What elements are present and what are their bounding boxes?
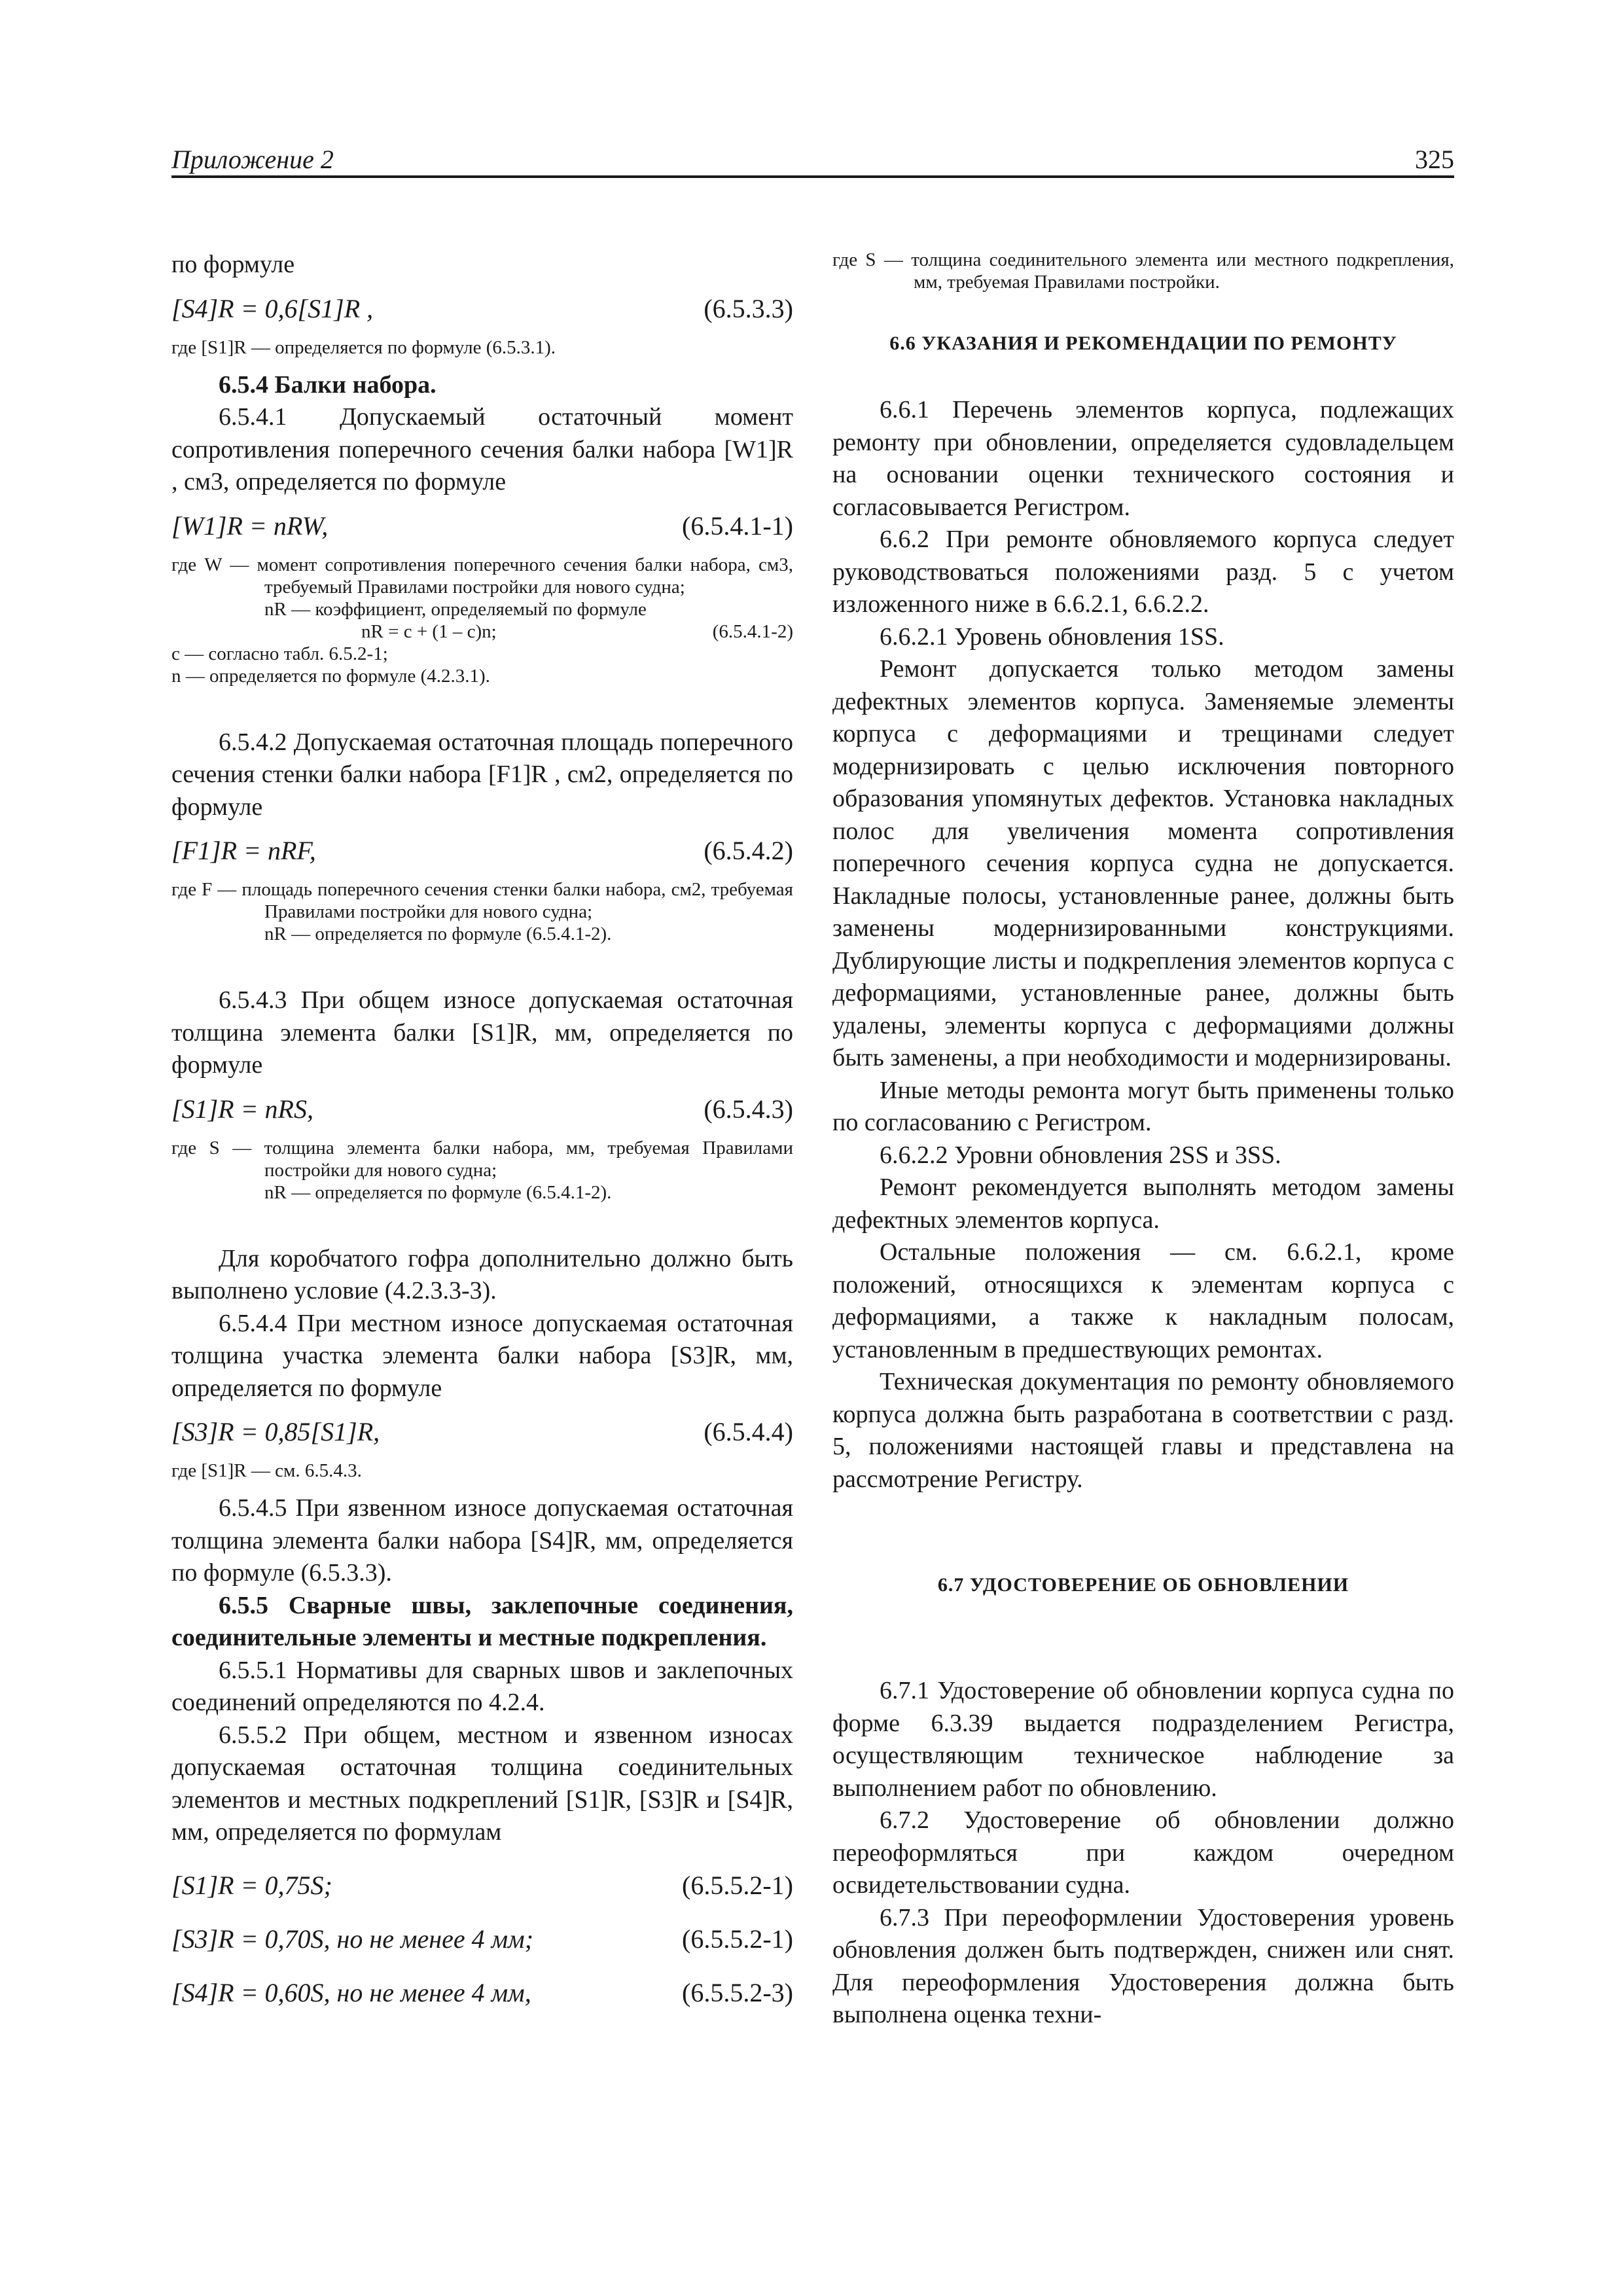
- paragraph-6-5-5-1: 6.5.5.1 Нормативы для сварных швов и заклепочных соединений определяются по 4.2.4.: [171, 1656, 793, 1716]
- paragraph-6-5-4-2: 6.5.4.2 Допускаемая остаточная площадь поперечного сечения стенки балки набора [F1]R , см2, определяется по формуле: [171, 728, 793, 821]
- formula-expression: [S1]R = nRS,: [171, 1094, 313, 1124]
- section-heading-6-5-5: 6.5.5 Сварные швы, заклепочные соединения, соединительные элементы и местные подкрепления.: [171, 1591, 793, 1651]
- paragraph-6-6-2: 6.6.2 При ремонте обновляемого корпуса следует руководствоваться положениями разд. 5 с учетом изложенного ниже в 6.6.2.1, 6.6.2.2.: [832, 526, 1454, 618]
- paragraph: по формуле: [171, 251, 295, 278]
- paragraph: Иные методы ремонта могут быть применены только по согласованию с Регистром.: [832, 1076, 1454, 1136]
- formula-6-5-3-3: [171, 292, 793, 326]
- header-rule: [171, 175, 1454, 178]
- section-heading-6-5-4: 6.5.4 Балки набора.: [219, 370, 437, 399]
- formula-expression: nR = c + (1 – c)n;: [361, 620, 497, 642]
- formula-note: где F — площадь поперечного сечения стенки балки набора, см2, требуемая Правилами постройки для нового судна;: [171, 879, 793, 922]
- section-heading-6-6: 6.6 УКАЗАНИЯ И РЕКОМЕНДАЦИИ ПО РЕМОНТУ: [889, 332, 1397, 354]
- page-number: 325: [1415, 145, 1454, 174]
- formula-note: где [S1]R — определяется по формуле (6.5.3.1).: [171, 336, 556, 358]
- formula-number: (6.5.4.3): [704, 1094, 793, 1124]
- formula-expression: [F1]R = nRF,: [171, 836, 316, 865]
- formula-number: (6.5.3.3): [704, 293, 793, 323]
- paragraph-6-7-1: 6.7.1 Удостоверение об обновлении корпуса судна по форме 6.3.39 выдается подразделением Регистра, осуществляющим техническое наблюдение за выполнением работ по обновлению.: [832, 1677, 1454, 1802]
- formula-expression: [S3]R = 0,70S, но не менее 4 мм;: [171, 1924, 534, 1954]
- formula-note: nR — определяется по формуле (6.5.4.1-2).: [264, 1181, 612, 1203]
- formula-note-inline: [171, 620, 793, 643]
- paragraph-6-6-2-2: 6.6.2.2 Уровни обновления 2SS и 3SS.: [880, 1141, 1281, 1169]
- paragraph-6-5-4-4: 6.5.4.4 При местном износе допускаемая остаточная толщина участка элемента балки набора [S3]R, мм, определяется по формуле: [171, 1309, 793, 1402]
- paragraph: Остальные положения — см. 6.6.2.1, кроме положений, относящихся к элементам корпуса с деформациями, а также к накладным полосам, установленным в предшествующих ремонтах.: [832, 1238, 1454, 1363]
- paragraph-6-5-4-1: 6.5.4.1 Допускаемый остаточный момент сопротивления поперечного сечения балки набора [W1]R , см3, определяется по формуле: [171, 403, 793, 495]
- paragraph: Техническая документация по ремонту обновляемого корпуса должна быть разработана в соответствии с разд. 5, положениями настоящей главы и представлена на рассмотрение Регистру.: [832, 1368, 1454, 1493]
- formula-note: где S — толщина элемента балки набора, мм, требуемая Правилами постройки для нового судна;: [171, 1137, 793, 1181]
- formula-number: (6.5.5.2-1): [682, 1924, 793, 1954]
- formula-number: (6.5.4.4): [704, 1417, 793, 1446]
- formula-number: (6.5.5.2-3): [682, 1977, 793, 2007]
- paragraph-6-6-1: 6.6.1 Перечень элементов корпуса, подлежащих ремонту при обновлении, определяется судовладельцем на основании оценки технического состояния и согласовывается Регистром.: [832, 396, 1454, 521]
- formula-number: (6.5.4.2): [704, 836, 793, 865]
- right-column: [832, 249, 1454, 2032]
- formula-note: где [S1]R — см. 6.5.4.3.: [171, 1460, 362, 1481]
- formula-note: c — согласно табл. 6.5.2-1;: [171, 643, 388, 664]
- paragraph-6-5-5-2: 6.5.5.2 При общем, местном и язвенном износах допускаемая остаточная толщина соединительных элементов и местных подкреплений [S1]R, [S3]R и [S4]R, мм, определяется по формулам: [171, 1721, 793, 1846]
- formula-note: n — определяется по формуле (4.2.3.1).: [171, 665, 490, 687]
- formula-number: (6.5.4.1-2): [712, 620, 793, 642]
- section-heading-6-7: 6.7 УДОСТОВЕРЕНИЕ ОБ ОБНОВЛЕНИИ: [937, 1574, 1349, 1596]
- paragraph-6-7-3: 6.7.3 При переоформлении Удостоверения уровень обновления должен быть подтвержден, снижен или снят. Для переоформления Удостоверения должна быть выполнена оценка техни-: [832, 1903, 1454, 2028]
- running-header-title: Приложение 2: [171, 145, 334, 174]
- formula-expression: [S1]R = 0,75S;: [171, 1870, 332, 1900]
- formula-6-5-5-2-2: [171, 1922, 793, 1956]
- formula-expression: [S3]R = 0,85[S1]R,: [171, 1417, 380, 1446]
- formula-6-5-4-1-1: [171, 509, 793, 543]
- formula-expression: [S4]R = 0,6[S1]R ,: [171, 293, 374, 323]
- paragraph-6-7-2: 6.7.2 Удостоверение об обновлении должно переоформляться при каждом очередном освидетельствовании судна.: [832, 1806, 1454, 1899]
- formula-note: где S — толщина соединительного элемента или местного подкрепления, мм, требуемая Правилами постройки.: [832, 249, 1454, 293]
- paragraph-6-5-4-3: 6.5.4.3 При общем износе допускаемая остаточная толщина элемента балки [S1]R, мм, определяется по формуле: [171, 986, 793, 1079]
- formula-6-5-4-2: [171, 834, 793, 868]
- formula-note: где W — момент сопротивления поперечного сечения балки набора, см3, требуемый Правилами постройки для нового судна;: [171, 554, 793, 598]
- formula-number: (6.5.5.2-1): [682, 1870, 793, 1900]
- paragraph-6-5-4-5: 6.5.4.5 При язвенном износе допускаемая остаточная толщина элемента балки набора [S4]R, мм, определяется по формуле (6.5.3.3).: [171, 1494, 793, 1587]
- formula-number: (6.5.4.1-1): [682, 511, 793, 541]
- paragraph: Ремонт допускается только методом замены дефектных элементов корпуса. Заменяемые элементы корпуса с деформациями и трещинами следует модернизировать с целью исключения повторного образования упомянутых дефектов. Установка накладных полос для увеличения момента сопротивления поперечного сечения корпуса судна не допускается. Накладные полосы, установленные ранее, должны быть заменены модернизированными конструкциями. Дублирующие листы и подкрепления элементов корпуса с деформациями, установленные ранее, должны быть удалены, элементы корпуса с деформациями должны быть заменены, а при необходимости и модернизированы.: [832, 655, 1454, 1071]
- left-column: [171, 249, 793, 2010]
- formula-6-5-5-2-1: [171, 1869, 793, 1903]
- paragraph: Ремонт рекомендуется выполнять методом замены дефектных элементов корпуса.: [832, 1174, 1454, 1234]
- formula-note: nR — коэффициент, определяемый по формуле: [264, 598, 647, 620]
- paragraph: Для коробчатого гофра дополнительно должно быть выполнено условие (4.2.3.3-3).: [171, 1244, 793, 1304]
- formula-6-5-4-4: [171, 1415, 793, 1449]
- formula-expression: [W1]R = nRW,: [171, 511, 329, 541]
- formula-6-5-5-2-3: [171, 1976, 793, 2010]
- paragraph-6-6-2-1: 6.6.2.1 Уровень обновления 1SS.: [880, 622, 1224, 651]
- formula-expression: [S4]R = 0,60S, но не менее 4 мм,: [171, 1977, 531, 2007]
- formula-note: nR — определяется по формуле (6.5.4.1-2).: [264, 924, 612, 944]
- formula-6-5-4-3: [171, 1092, 793, 1126]
